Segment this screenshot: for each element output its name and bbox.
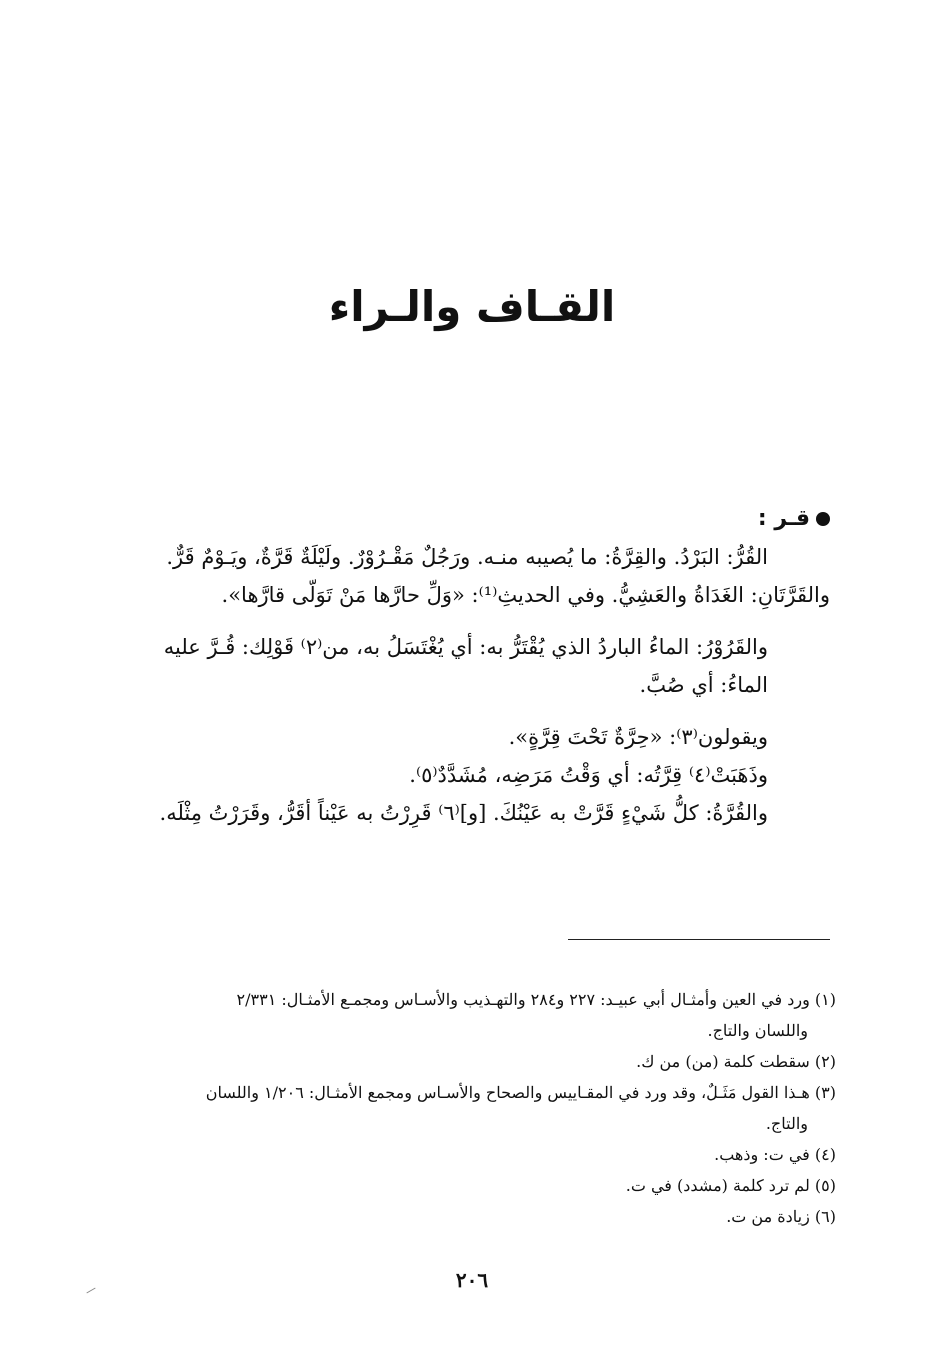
- footnote-continuation: واللسان والتاج.: [707, 1021, 808, 1040]
- entry-root-heading: [110, 500, 830, 538]
- entry-paragraph: وذَهَبَتْ⁽٤⁾ قِرَّتُه: أي وَقْتُ مَرَضِه، مُشَدَّدٌ⁽٥⁾.: [409, 763, 768, 787]
- page-number: ٢٠٦: [455, 1268, 489, 1292]
- entry-paragraph: والقَرُوْرُ: الماءُ الباردُ الذي يُقْتَرُّ به: أي يُغْتَسَلُ به، من⁽٢⁾ قَوْلِك: قُـرَّ عليه الماءُ: أي صُبَّ.: [163, 635, 768, 697]
- footnote: (٣) هـذا القول مَثَـلٌ، وقد ورد في المقـاييس والصحاح والأسـاس ومجمع الأمثـال: ١/٢٠٦ واللسان: [205, 1083, 836, 1102]
- footnotes: [110, 984, 836, 1232]
- footnote: (٦) زيادة من ت.: [726, 1207, 836, 1226]
- entry-paragraph: والقَرَّتَانِ: الغَدَاةُ والعَشِيُّ. وفي الحديثِ⁽¹⁾: «وَلِّ حارَّها مَنْ تَوَلّى قارَّها».: [221, 583, 830, 607]
- entry-paragraph: القُرُّ: البَرْدُ. والقِرَّةُ: ما يُصيبه منـه. ورَجُلٌ مَقْـرُوْرٌ. ولَيْلَةٌ قَرَّةٌ، ويَـوْمٌ قَرٌّ.: [166, 545, 768, 569]
- dictionary-entry: [110, 500, 830, 832]
- footnote: (٤) في ت: وذهب.: [714, 1145, 836, 1164]
- footnote: (١) ورد في العين وأمثـال أبي عبيـد: ٢٢٧ و٢٨٤ والتهـذيب والأسـاس ومجمـع الأمثـال: ٢/٣٣١: [236, 990, 836, 1009]
- chapter-title: القـاف والـراء: [328, 282, 616, 331]
- footnote: (٢) سقطت كلمة (من) من ك.: [636, 1052, 836, 1071]
- entry-paragraph: ويقولون⁽٣⁾: «حِرَّةٌ تَحْتَ قِرَّةٍ».: [508, 725, 768, 749]
- entry-paragraph: والقُرَّةُ: كلُّ شَيْءٍ قَرَّتْ به عَيْنُكَ. [و]⁽٦⁾ قَرِرْتُ به عَيْناً أقَرُّ، وقَرَرْتُ مِثْلَه.: [159, 801, 768, 825]
- footnote-continuation: والتاج.: [765, 1114, 808, 1133]
- footnote: (٥) لم ترد كلمة (مشدد) في ت.: [625, 1176, 836, 1195]
- bullet-icon: [816, 512, 830, 526]
- entry-root: قـر :: [757, 506, 810, 531]
- footnote-divider: [568, 939, 830, 940]
